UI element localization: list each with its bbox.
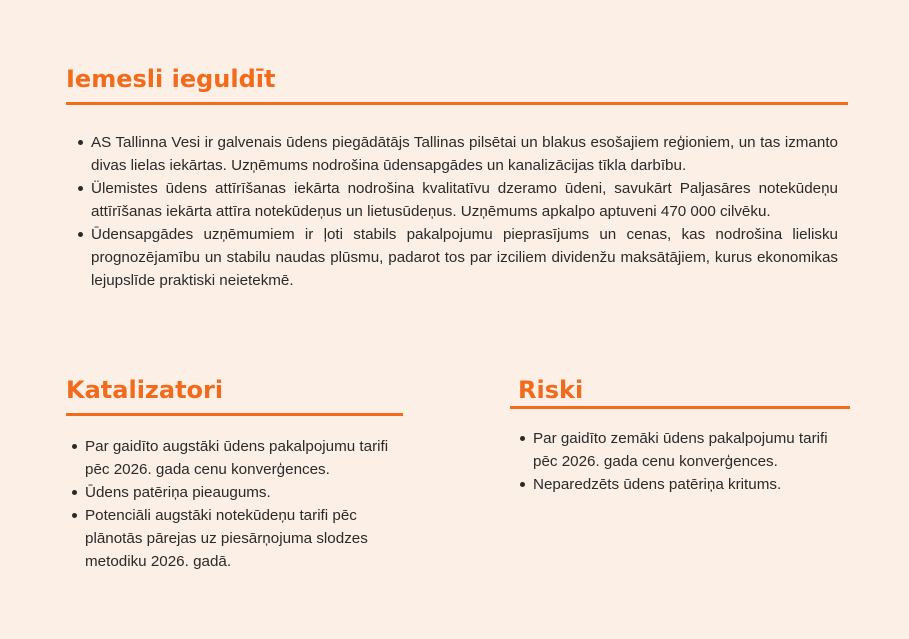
catalysts-list [72,435,402,573]
reasons-bullet: Ūdensapgādes uzņēmumiem ir ļoti stabils pakalpojumu pieprasījums un cenas, kas nodrošina lielisku prognozējamību un stabilu naudas plūsmu, padarot tos par izciliem dividenžu maksātājiem, kurus ekonomikas lejupslīde praktiski neietekmē. [78,223,838,292]
risks-heading: Riski [518,376,584,404]
catalysts-bullet: Ūdens patēriņa pieaugums. [72,481,402,504]
reasons-heading: Iemesli ieguldīt [66,65,276,93]
risks-bullet: Par gaidīto zemāki ūdens pakalpojumu tarifi pēc 2026. gada cenu konverģences. [520,427,855,473]
risks-list [520,427,855,496]
catalysts-heading: Katalizatori [66,376,224,404]
reasons-bullet: Ülemistes ūdens attīrīšanas iekārta nodrošina kvalitatīvu dzeramo ūdeni, savukārt Paljasāres notekūdeņu attīrīšanas iekārta attīra notekūdeņus un lietusūdeņus. Uzņēmums apkalpo aptuveni 470 000 cilvēku. [78,177,838,223]
catalysts-bullet: Par gaidīto augstāki ūdens pakalpojumu tarifi pēc 2026. gada cenu konverģences. [72,435,402,481]
risks-divider [510,406,850,409]
reasons-list [78,131,838,292]
catalysts-bullet: Potenciāli augstāki notekūdeņu tarifi pēc plānotās pārejas uz piesārņojuma slodzes metodiku 2026. gadā. [72,504,402,573]
reasons-bullet: AS Tallinna Vesi ir galvenais ūdens piegādātājs Tallinas pilsētai un blakus esošajiem reģioniem, un tas izmanto divas lielas iekārtas. Uzņēmums nodrošina ūdensapgādes un kanalizācijas tīkla darbību. [78,131,838,177]
risks-bullet: Neparedzēts ūdens patēriņa kritums. [520,473,855,496]
catalysts-divider [66,413,403,416]
reasons-divider [66,102,848,105]
